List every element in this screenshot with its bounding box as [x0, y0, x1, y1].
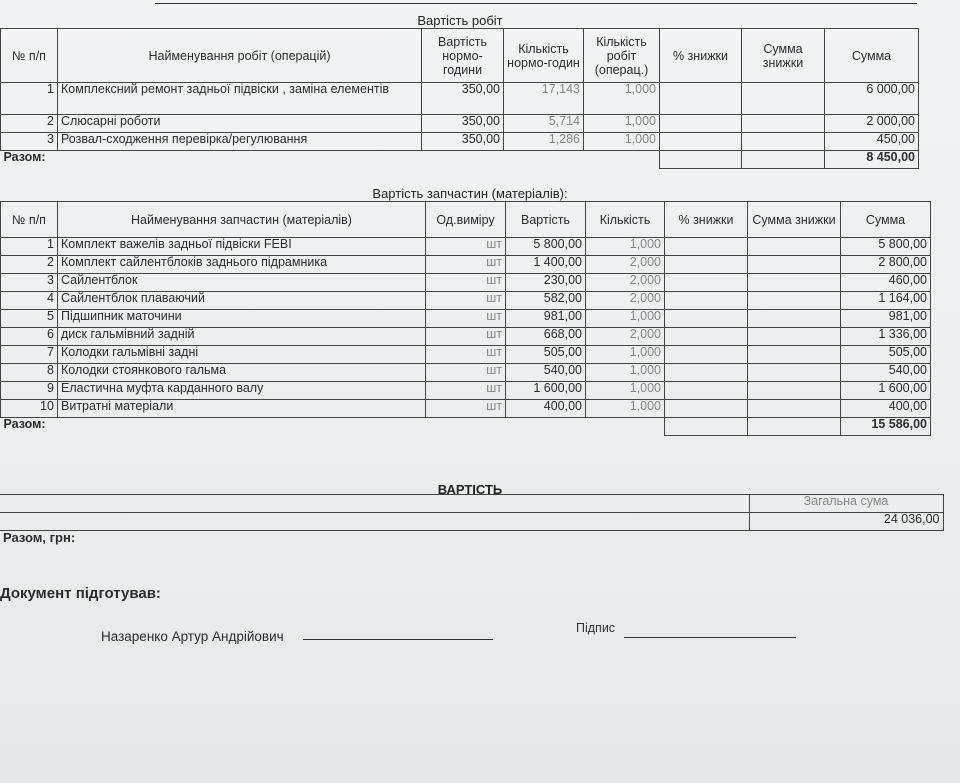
parts-row-qty: 1,000	[586, 238, 665, 256]
parts-row	[1, 238, 931, 256]
works-row-hours: 1,286	[504, 133, 584, 151]
parts-row-name: Колодки гальмівні задні	[58, 346, 426, 364]
parts-row-no: 1	[1, 238, 58, 256]
parts-row-price: 981,00	[506, 310, 586, 328]
parts-row-name: Витратні матеріали	[58, 400, 426, 418]
parts-row-price: 540,00	[506, 364, 586, 382]
summary-blank-cell	[0, 495, 749, 513]
works-total-blank-2	[742, 151, 825, 169]
parts-total-label: Разом:	[1, 418, 665, 436]
parts-row-discount-pct	[665, 274, 748, 292]
parts-row-price: 1 600,00	[506, 382, 586, 400]
parts-header-row	[1, 202, 931, 238]
parts-row-unit: шт	[426, 292, 506, 310]
parts-row-sum: 981,00	[841, 310, 931, 328]
parts-header-discount-sum: Сумма знижки	[748, 202, 841, 238]
parts-row-qty: 1,000	[586, 364, 665, 382]
works-row-price: 350,00	[422, 115, 504, 133]
parts-row-qty: 2,000	[586, 292, 665, 310]
works-row-qty: 1,000	[584, 83, 660, 115]
works-row-sum: 2 000,00	[825, 115, 919, 133]
parts-row-price: 5 800,00	[506, 238, 586, 256]
works-row-price: 350,00	[422, 133, 504, 151]
parts-row	[1, 346, 931, 364]
parts-row-discount-pct	[665, 238, 748, 256]
summary-section-title: ВАРТІСТЬ	[437, 482, 503, 497]
parts-header-price: Вартість	[506, 202, 586, 238]
works-row-discount-sum	[742, 133, 825, 151]
summary-total-value: 24 036,00	[749, 513, 943, 531]
works-table	[0, 28, 919, 169]
summary-total-label: Разом, грн:	[0, 531, 749, 547]
parts-row-qty: 1,000	[586, 400, 665, 418]
parts-row-price: 400,00	[506, 400, 586, 418]
parts-row-name: Сайлентблок	[58, 274, 426, 292]
parts-row-discount-pct	[665, 382, 748, 400]
parts-row-name: Комплект сайлентблоків заднього підрамника	[58, 256, 426, 274]
parts-row-qty: 2,000	[586, 274, 665, 292]
parts-row-no: 9	[1, 382, 58, 400]
works-total-row	[1, 151, 919, 169]
works-row-name: Розвал-сходження перевірка/регулювання	[58, 133, 422, 151]
parts-row-name: Еластична муфта карданного валу	[58, 382, 426, 400]
parts-total-blank-2	[748, 418, 841, 436]
parts-row	[1, 328, 931, 346]
works-total-value: 8 450,00	[825, 151, 919, 169]
works-row-hours: 5,714	[504, 115, 584, 133]
works-row-name: Слюсарні роботи	[58, 115, 422, 133]
works-row-discount-pct	[660, 83, 742, 115]
parts-row-discount-sum	[748, 364, 841, 382]
works-row-sum: 450,00	[825, 133, 919, 151]
parts-row-discount-pct	[665, 292, 748, 310]
works-header-hours: Кількість нормо-годин	[504, 29, 584, 83]
parts-row-discount-sum	[748, 346, 841, 364]
parts-row-name: Колодки стоянкового гальма	[58, 364, 426, 382]
parts-row-sum: 505,00	[841, 346, 931, 364]
parts-row-unit: шт	[426, 310, 506, 328]
works-total-blank	[660, 151, 742, 169]
parts-row	[1, 292, 931, 310]
summary-empty	[749, 531, 943, 547]
prepared-by-label: Документ підготував:	[0, 585, 161, 602]
parts-row-discount-sum	[748, 382, 841, 400]
parts-table	[0, 201, 931, 436]
parts-row-discount-sum	[748, 328, 841, 346]
parts-row-discount-sum	[748, 310, 841, 328]
works-row-name: Комплексний ремонт задньої підвіски , заміна елементів	[58, 83, 422, 115]
works-header-qty: Кількість робіт (операц.)	[584, 29, 660, 83]
parts-row-name: диск гальмівний задній	[58, 328, 426, 346]
parts-row-unit: шт	[426, 364, 506, 382]
parts-header-qty: Кількість	[586, 202, 665, 238]
works-row-discount-pct	[660, 133, 742, 151]
parts-row-unit: шт	[426, 400, 506, 418]
preparer-name: Назаренко Артур Андрійович	[101, 629, 284, 644]
parts-row	[1, 274, 931, 292]
summary-header-row	[0, 495, 943, 513]
parts-row-no: 2	[1, 256, 58, 274]
parts-row-discount-sum	[748, 256, 841, 274]
parts-row-unit: шт	[426, 238, 506, 256]
works-row-no: 1	[1, 83, 58, 115]
parts-row-qty: 2,000	[586, 256, 665, 274]
parts-row-sum: 1 164,00	[841, 292, 931, 310]
parts-row-price: 1 400,00	[506, 256, 586, 274]
works-header-no: № п/п	[1, 29, 58, 83]
parts-total-row	[1, 418, 931, 436]
parts-row-qty: 2,000	[586, 328, 665, 346]
parts-header-unit: Од.виміру	[426, 202, 506, 238]
parts-row-no: 3	[1, 274, 58, 292]
works-header-discount-sum: Сумма знижки	[742, 29, 825, 83]
parts-row-unit: шт	[426, 346, 506, 364]
works-row-sum: 6 000,00	[825, 83, 919, 115]
name-underline	[303, 639, 493, 640]
works-row-discount-sum	[742, 115, 825, 133]
parts-row-discount-sum	[748, 274, 841, 292]
parts-row-no: 5	[1, 310, 58, 328]
parts-row-qty: 1,000	[586, 346, 665, 364]
works-header-row	[1, 29, 919, 83]
parts-row-discount-pct	[665, 328, 748, 346]
works-row-discount-sum	[742, 83, 825, 115]
works-header-price: Вартість нормо-години	[422, 29, 504, 83]
parts-row-unit: шт	[426, 274, 506, 292]
parts-row-no: 4	[1, 292, 58, 310]
parts-row-discount-pct	[665, 310, 748, 328]
parts-row-discount-sum	[748, 292, 841, 310]
parts-row-price: 505,00	[506, 346, 586, 364]
works-row-no: 3	[1, 133, 58, 151]
summary-total-row	[0, 513, 943, 531]
parts-row-no: 8	[1, 364, 58, 382]
summary-label-row	[0, 531, 943, 547]
parts-row-sum: 2 800,00	[841, 256, 931, 274]
signature-line[interactable]	[624, 637, 796, 638]
parts-row-price: 582,00	[506, 292, 586, 310]
parts-row-sum: 400,00	[841, 400, 931, 418]
parts-row-name: Підшипник маточини	[58, 310, 426, 328]
works-row-qty: 1,000	[584, 115, 660, 133]
parts-row	[1, 382, 931, 400]
parts-row	[1, 364, 931, 382]
parts-row	[1, 256, 931, 274]
parts-header-name: Найменування запчастин (матеріалів)	[58, 202, 426, 238]
parts-row-discount-pct	[665, 346, 748, 364]
works-total-label: Разом:	[1, 151, 660, 169]
works-row-price: 350,00	[422, 83, 504, 115]
parts-row-sum: 5 800,00	[841, 238, 931, 256]
parts-section-title: Вартість запчастин (матеріалів):	[372, 186, 568, 201]
parts-header-no: № п/п	[1, 202, 58, 238]
parts-row-discount-pct	[665, 400, 748, 418]
parts-total-blank	[665, 418, 748, 436]
parts-row-no: 6	[1, 328, 58, 346]
parts-row-sum: 460,00	[841, 274, 931, 292]
works-row-hours: 17,143	[504, 83, 584, 115]
works-header-discount-pct: % знижки	[660, 29, 742, 83]
parts-row-name: Сайлентблок плаваючий	[58, 292, 426, 310]
parts-row-price: 230,00	[506, 274, 586, 292]
parts-row-sum: 540,00	[841, 364, 931, 382]
summary-blank-cell-2	[0, 513, 749, 531]
parts-row-discount-pct	[665, 256, 748, 274]
parts-row	[1, 310, 931, 328]
works-header-name: Найменування робіт (операцій)	[58, 29, 422, 83]
parts-row-sum: 1 600,00	[841, 382, 931, 400]
parts-row-qty: 1,000	[586, 382, 665, 400]
works-row	[1, 115, 919, 133]
parts-row-discount-pct	[665, 364, 748, 382]
summary-col-header: Загальна сума	[749, 495, 943, 513]
parts-row-no: 10	[1, 400, 58, 418]
parts-row-unit: шт	[426, 382, 506, 400]
parts-row-name: Комплект важелів задньої підвіски FEBI	[58, 238, 426, 256]
works-row	[1, 83, 919, 115]
parts-total-value: 15 586,00	[841, 418, 931, 436]
works-row-qty: 1,000	[584, 133, 660, 151]
works-row-discount-pct	[660, 115, 742, 133]
parts-header-sum: Сумма	[841, 202, 931, 238]
parts-row-unit: шт	[426, 328, 506, 346]
parts-row-discount-sum	[748, 400, 841, 418]
parts-row-discount-sum	[748, 238, 841, 256]
parts-row-qty: 1,000	[586, 310, 665, 328]
parts-header-discount-pct: % знижки	[665, 202, 748, 238]
parts-row-unit: шт	[426, 256, 506, 274]
parts-row-price: 668,00	[506, 328, 586, 346]
signature-label: Підпис	[576, 621, 616, 635]
works-section-title: Вартість робіт	[417, 13, 503, 28]
works-row	[1, 133, 919, 151]
parts-row	[1, 400, 931, 418]
parts-row-sum: 1 336,00	[841, 328, 931, 346]
works-row-no: 2	[1, 115, 58, 133]
summary-table	[0, 494, 944, 547]
works-header-sum: Сумма	[825, 29, 919, 83]
parts-row-no: 7	[1, 346, 58, 364]
top-rule	[155, 0, 917, 4]
